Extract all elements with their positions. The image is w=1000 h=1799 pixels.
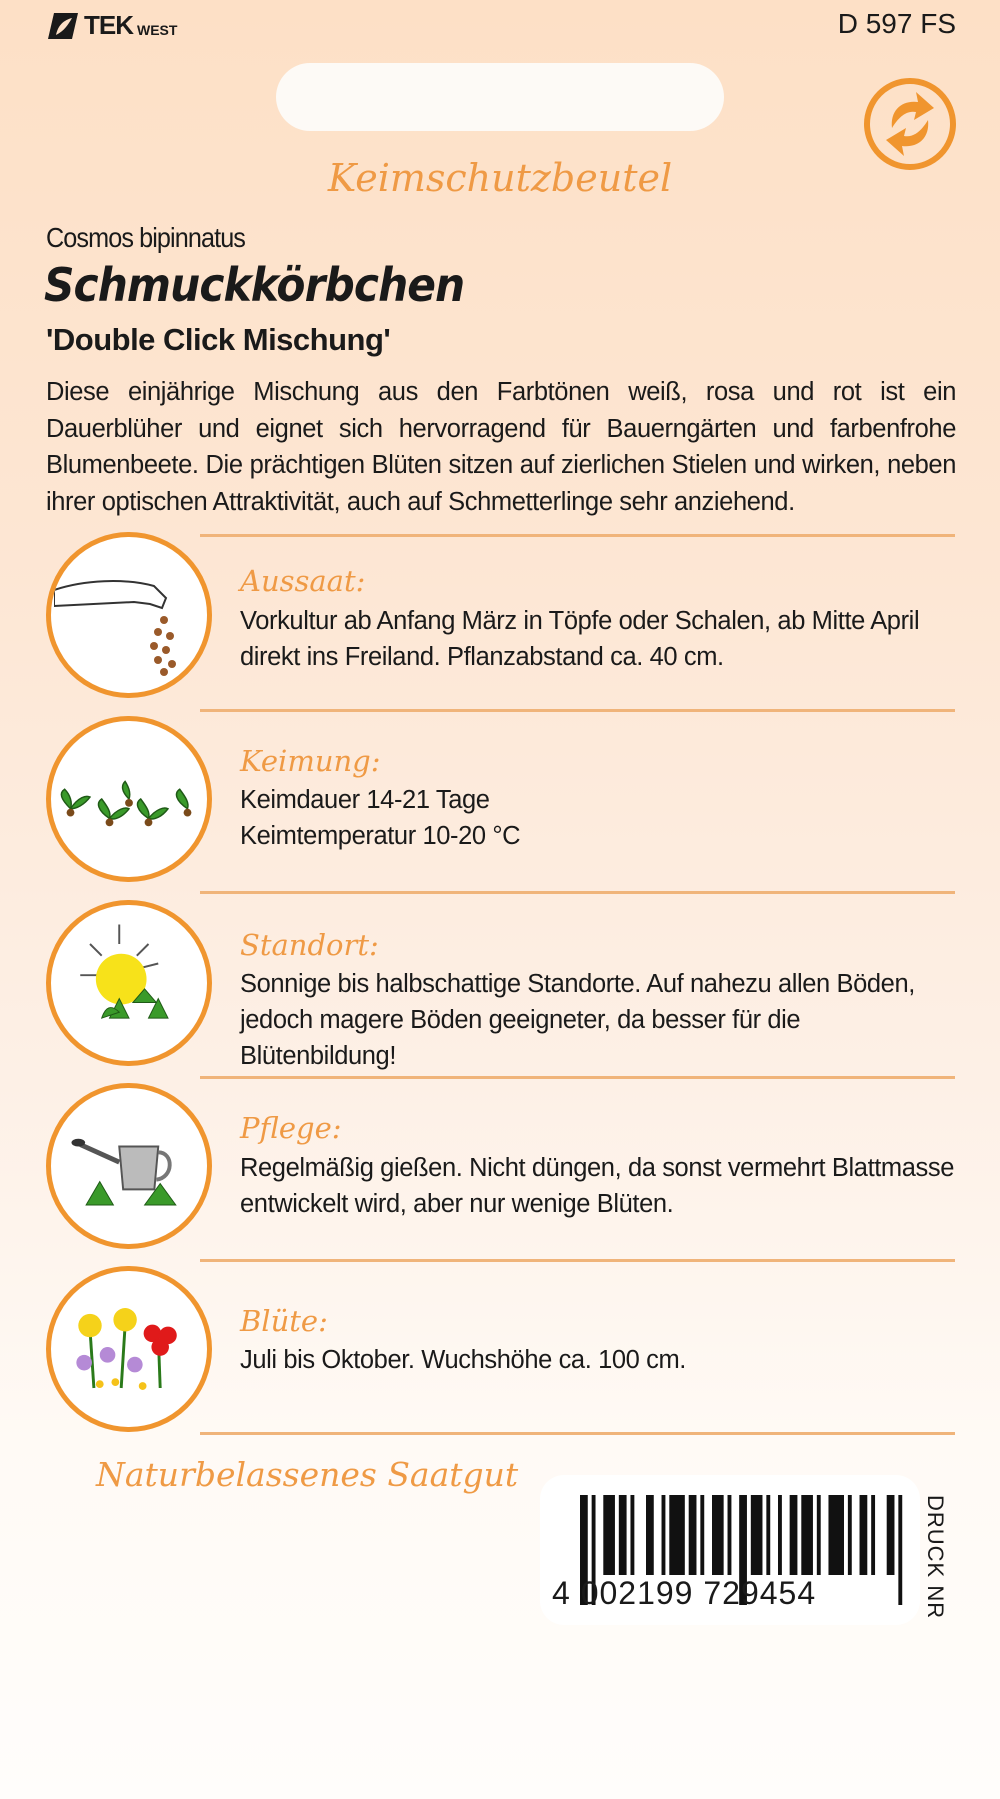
barcode-bar <box>669 1495 685 1575</box>
barcode-bar <box>860 1495 868 1575</box>
tagline: Naturbelassenes Saatgut <box>96 1455 519 1494</box>
section-text <box>240 966 960 1074</box>
section-heading: Pflege: <box>240 1111 342 1145</box>
label-field <box>276 63 724 131</box>
section-text <box>240 603 960 675</box>
barcode-bar <box>778 1495 782 1575</box>
barcode-bar <box>801 1495 813 1575</box>
section-heading: Aussaat: <box>240 564 366 598</box>
barcode-bar <box>887 1495 895 1575</box>
barcode-bar <box>630 1495 634 1575</box>
barcode-bar <box>728 1495 732 1575</box>
divider <box>200 891 955 894</box>
german-name: Schmuckkörbchen <box>44 258 465 312</box>
variety-name: 'Double Click Mischung' <box>46 322 391 357</box>
brand-name: TEK <box>84 10 133 40</box>
barcode-bar <box>848 1495 852 1575</box>
section-heading: Standort: <box>240 928 379 962</box>
watering-can-icon <box>46 1083 212 1249</box>
section-heading: Keimung: <box>240 744 381 778</box>
section-heading: Blüte: <box>240 1304 328 1338</box>
text-line: jedoch magere Böden geeigneter, da besser für die Blütenbildung! <box>240 1006 801 1070</box>
brand-suffix: WEST <box>137 21 178 38</box>
sowing-hand-icon <box>46 532 212 698</box>
flowers-icon <box>46 1266 212 1432</box>
article-code: D 597 FS <box>837 8 956 39</box>
description: Diese einjährige Mischung aus den Farbtönen weiß, rosa und rot ist ein Dauerblüher und eignet sich hervorragend für Bauerngärten und farbenfrohe Blumenbeete. Die prächtigen Blüten sitzen auf zierlichen Stielen und wirken, neben ihrer optischen Attraktivität, auch auf Schmetterlinge sehr anziehend. <box>46 378 956 516</box>
text-line: Regelmäßig gießen. Nicht düngen, da sonst vermehrt Blattmasse <box>240 1154 955 1182</box>
barcode-bar <box>712 1495 724 1575</box>
barcode-bar <box>603 1495 615 1575</box>
barcode-bar <box>662 1495 666 1575</box>
divider <box>200 1076 955 1079</box>
seed-protection-bag-title: Keimschutzbeutel <box>327 156 673 200</box>
divider <box>200 1259 955 1262</box>
text-line: Keimdauer 14-21 Tage <box>240 786 490 814</box>
barcode-bar <box>871 1495 875 1575</box>
barcode-bar <box>817 1495 821 1575</box>
section-text <box>240 782 960 854</box>
barcode-bar <box>766 1495 770 1575</box>
leaf-logo-icon <box>46 11 80 41</box>
text-line: entwickelt wird, aber nur wenige Blüten. <box>240 1190 674 1218</box>
text-line: direkt ins Freiland. Pflanzabstand ca. 40 cm. <box>240 643 724 671</box>
barcode-bar <box>751 1495 763 1575</box>
barcode-bar <box>828 1495 844 1575</box>
barcode-bar <box>619 1495 627 1575</box>
barcode-bar <box>790 1495 798 1575</box>
barcode-bar <box>700 1495 704 1575</box>
tekwest-logo <box>46 10 177 41</box>
text-line: Keimtemperatur 10-20 °C <box>240 822 521 850</box>
sun-icon <box>46 900 212 1066</box>
barcode-number: 4 002199 729454 <box>552 1575 817 1611</box>
section-text <box>240 1150 960 1222</box>
text-line: Juli bis Oktober. Wuchshöhe ca. 100 cm. <box>240 1346 686 1374</box>
divider <box>200 1432 955 1435</box>
divider <box>200 709 955 712</box>
latin-name: Cosmos bipinnatus <box>46 222 246 253</box>
print-number-label: DRUCK NR <box>923 1495 948 1620</box>
text-line: Vorkultur ab Anfang März in Töpfe oder Schalen, ab Mitte April <box>240 607 920 635</box>
section-text <box>240 1342 960 1378</box>
text-line: Sonnige bis halbschattige Standorte. Auf nahezu allen Böden, <box>240 970 915 998</box>
divider <box>200 534 955 537</box>
barcode-bar <box>646 1495 654 1575</box>
seedlings-icon <box>46 716 212 882</box>
barcode-bar <box>898 1495 902 1605</box>
barcode-bar <box>689 1495 697 1575</box>
